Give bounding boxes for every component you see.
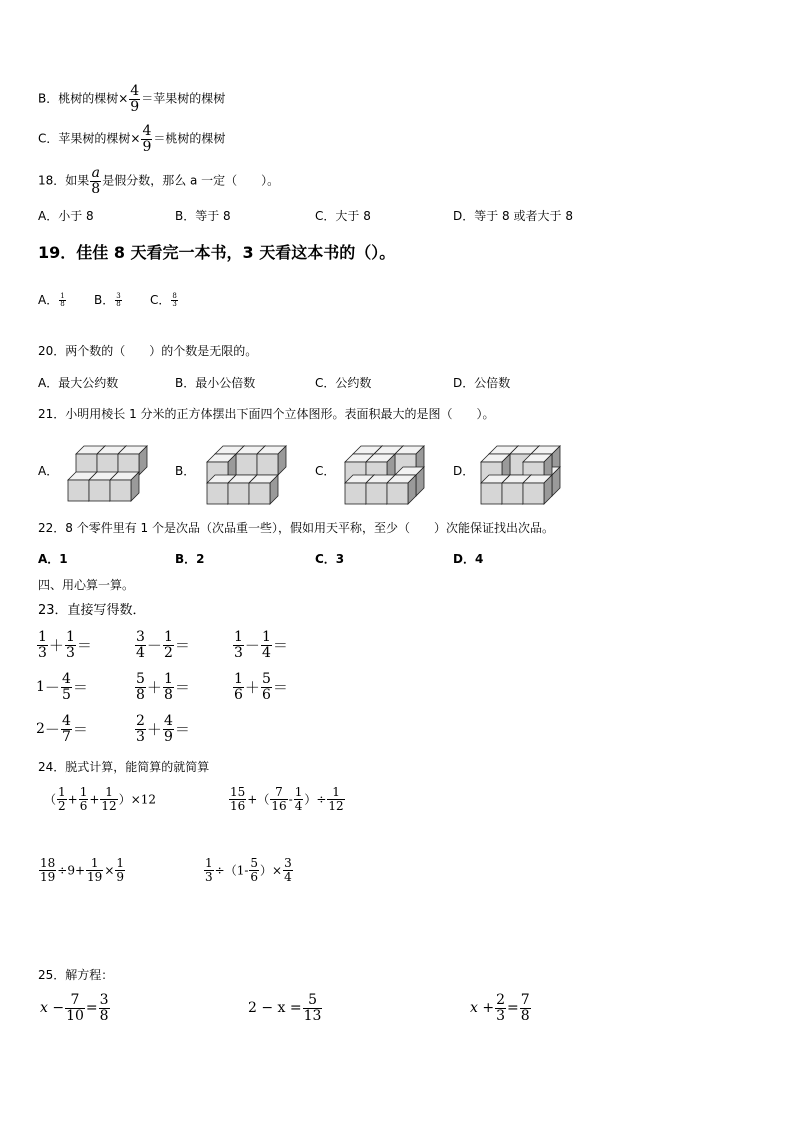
q18-option-a: A．小于 8 — [38, 209, 94, 223]
q23-stem: 23．直接写得数． — [38, 603, 146, 618]
q21-label-a: A． — [38, 464, 59, 478]
cube — [387, 475, 416, 504]
q23-item-5: $\frac{5}{8}$ ＋ $\frac{1}{8}$ ＝ — [136, 671, 190, 703]
q22-option-b: B．2 — [175, 552, 205, 566]
q21-label-b: B． — [175, 464, 196, 478]
q18-option-d: D．等于 8 或者大于 8 — [453, 209, 573, 223]
cube — [110, 472, 139, 501]
q24-expression-3: $\frac{18}{19}$ ÷9+ $\frac{1}{19}$ × $\frac{1}{9}$ — [40, 856, 125, 884]
q20-option-c: C．公约数 — [315, 376, 372, 390]
fraction: $\frac{1}{8}$ — [60, 291, 65, 308]
q25-stem: 25．解方程： — [38, 968, 114, 982]
q24-stem: 24．脱式计算，能简算的就简算 — [38, 760, 210, 774]
q24-expression-4: $\frac{1}{3}$ ÷（1- $\frac{5}{6}$ ）× $\frac{3}{4}$ — [205, 856, 292, 884]
q19-stem: 19．佳佳 8 天看完一本书，3 天看这本书的（）。 — [38, 243, 396, 262]
fraction: $\frac{3}{8}$ — [116, 291, 121, 308]
fraction: $\frac{a}{8}$ — [91, 165, 101, 197]
cube — [257, 446, 286, 475]
q21-label-c: C． — [315, 464, 336, 478]
q24-expression-1: （ $\frac{1}{2}$ + $\frac{1}{6}$ + $\frac{1}{12}$ ）×12 — [44, 785, 157, 813]
q25-equation-2: 2 − x = $\frac{5}{13}$ — [248, 992, 322, 1024]
cube — [249, 475, 278, 504]
q22-option-d: D．4 — [453, 552, 484, 566]
q23-item-1: $\frac{1}{3}$ ＋ $\frac{1}{3}$ ＝ — [38, 629, 92, 661]
q25-equation-3: x + $\frac{2}{3}$ = $\frac{7}{8}$ — [470, 992, 530, 1024]
q23-item-8: $\frac{2}{3}$ ＋ $\frac{4}{9}$ ＝ — [136, 713, 190, 745]
q20-option-d: D．公倍数 — [453, 376, 511, 390]
q19-option-c: C． $\frac{8}{3}$ — [150, 291, 177, 308]
q17-option-b: B．桃树的棵树× $\frac{4}{9}$ ＝苹果树的棵树 — [38, 83, 226, 115]
q22-stem: 22．8 个零件里有 1 个是次品（次品重一些），假如用天平称，至少（ ）次能保证找出次品。 — [38, 521, 554, 535]
q20-option-b: B．最小公倍数 — [175, 376, 256, 390]
q19-option-a: A． $\frac{1}{8}$ — [38, 291, 65, 308]
q21-stem: 21．小明用棱长 1 分米的正方体摆出下面四个立体图形。表面积最大的是图（ ）。 — [38, 407, 495, 421]
q20-stem: 20．两个数的（ ）的个数是无限的。 — [38, 344, 258, 358]
figure-c-cubes — [342, 437, 432, 513]
q20-option-a: A．最大公约数 — [38, 376, 119, 390]
fraction: $\frac{4}{9}$ — [130, 83, 140, 115]
q23-item-4: 1－ $\frac{4}{5}$ ＝ — [36, 671, 88, 703]
q18-option-c: C．大于 8 — [315, 209, 371, 223]
q22-option-a: A．1 — [38, 552, 68, 566]
q23-item-7: 2－ $\frac{4}{7}$ ＝ — [36, 713, 88, 745]
section-heading: 四、用心算一算。 — [38, 578, 135, 592]
figure-a-cubes — [66, 437, 156, 513]
q18-option-b: B．等于 8 — [175, 209, 231, 223]
q19-option-b: B． $\frac{3}{8}$ — [94, 291, 121, 308]
figure-d-cubes — [478, 437, 568, 513]
fraction: $\frac{8}{3}$ — [172, 291, 177, 308]
q24-expression-2: $\frac{15}{16}$ +（ $\frac{7}{16}$ - $\frac{1}{4}$ ）÷ $\frac{1}{12}$ — [230, 785, 344, 813]
cube — [118, 446, 147, 475]
q23-item-6: $\frac{1}{6}$ ＋ $\frac{5}{6}$ ＝ — [234, 671, 288, 703]
q22-option-c: C．3 — [315, 552, 345, 566]
q17-option-c: C．苹果树的棵树× $\frac{4}{9}$ ＝桃树的棵树 — [38, 123, 226, 155]
q25-equation-1: x − $\frac{7}{10}$ = $\frac{3}{8}$ — [40, 992, 109, 1024]
fraction: $\frac{4}{9}$ — [142, 123, 152, 155]
cube — [523, 475, 552, 504]
q18-stem: 18．如果 $\frac{a}{8}$ 是假分数，那么 a 一定（ ）。 — [38, 165, 280, 197]
q23-item-2: $\frac{3}{4}$ － $\frac{1}{2}$ ＝ — [136, 629, 190, 661]
q21-label-d: D． — [453, 464, 475, 478]
q23-item-3: $\frac{1}{3}$ － $\frac{1}{4}$ ＝ — [234, 629, 288, 661]
figure-b-cubes — [204, 437, 294, 513]
